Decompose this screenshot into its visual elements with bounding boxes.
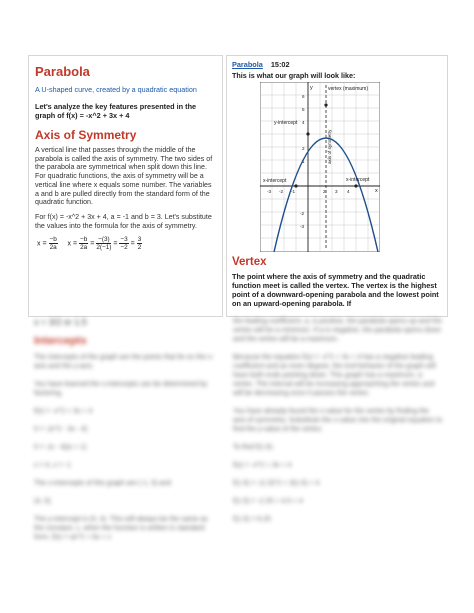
analyze-intro: Let's analyze the key features presented in the graph of f(x) = -x^2 + 3x + 4 <box>35 102 197 120</box>
parabola-definition: A U-shaped curve, created by a quadratic equation <box>35 85 197 94</box>
svg-text:5: 5 <box>302 107 305 112</box>
x-intercept-right-label: x-intercept <box>346 177 370 183</box>
blurred-left-line: 0 = -(x^2 - 3x - 4) <box>34 426 88 433</box>
y-intercept-point <box>306 132 309 135</box>
x-intercept-left-label: x-intercept <box>263 178 287 184</box>
vertex-label: vertex (maximum) <box>328 86 369 92</box>
parabola-video-link[interactable]: Parabola <box>232 60 263 69</box>
blurred-left-line: (4, 0). <box>34 498 53 505</box>
vertex-text: The point where the axis of symmetry and the quadratic function meet is called the vertex. The vertex is the highest point of a downward-opening parabola and the lowest point on an upward-opening parabola. If <box>232 272 439 308</box>
blurred-right-line: f(1.5) = 6.25 <box>233 516 271 523</box>
svg-text:-2: -2 <box>300 211 305 216</box>
svg-text:2: 2 <box>323 189 326 194</box>
video-link-row <box>232 60 442 69</box>
svg-text:2: 2 <box>302 146 305 151</box>
blurred-left-column <box>34 317 219 551</box>
blurred-right-line: f(1.5) = -(1.5)^2 + 3(1.5) + 4 <box>233 480 320 487</box>
blurred-right-line: f(1.5) = -2.25 + 4.5 + 4 <box>233 498 303 505</box>
vertex-heading: Vertex <box>232 256 267 268</box>
formula-fraction-1: $\frac{-b}{2a}$ <box>49 236 57 252</box>
svg-text:4: 4 <box>302 120 305 125</box>
svg-text:4: 4 <box>347 189 350 194</box>
axis-formula: x = $\frac{-b}{2a}$ x = $\frac{-b}{2a}$ = $\frac{-(3)}{2(-1)}$ = $\frac{-3}{-2}$ = $\frac{3}{2}$ <box>37 236 142 252</box>
parabola-graph <box>260 82 380 252</box>
axis-of-symmetry-heading: Axis of Symmetry <box>35 128 137 142</box>
blurred-right-line: f(x) = -x^2 + 3x + 4 <box>233 462 292 469</box>
svg-text:-2: -2 <box>279 189 284 194</box>
svg-text:-1: -1 <box>291 189 296 194</box>
blurred-left-line: The intercepts of the graph are the points that lie on the x-axis and the y-axis. <box>34 354 214 370</box>
blurred-preview-region <box>28 317 448 575</box>
blurred-left-line: x = 4, x = -1 <box>34 462 71 469</box>
blurred-formula-tail: x = 3/2 or 1.5 <box>34 317 87 327</box>
formula-lhs: x = <box>37 240 47 248</box>
x-intercept-left-point <box>294 184 297 187</box>
formula-mid: x = <box>67 240 78 248</box>
x-intercept-right-point <box>354 184 357 187</box>
x-axis-label: x <box>375 188 378 194</box>
left-column <box>28 55 223 317</box>
axis-of-symmetry-text: A vertical line that passes through the middle of the parabola is called the axis of symmetry. The two sides of the parabola are symmetrical when split down this line. For quadratic functions, the axis of symmetry will be a vertical line where x equals some number. The variables a and b are pulled directly from the standard form of the quadratic function. <box>35 146 213 207</box>
blurred-right-line: You have already found the x-value for the vertex by finding the axis of symmetry. Substitute the x-value into the original equation to find the y-value of the vertex. <box>233 408 443 433</box>
blurred-right-line: To find f(1.5): <box>233 444 274 451</box>
right-column <box>226 55 448 317</box>
blurred-left-line: 0 = -(x - 4)(x + 1) <box>34 444 87 451</box>
y-axis-label: y <box>310 85 313 91</box>
blurred-right-line: Because the equation f(x) = -x^2 + 3x + 4 has a negative leading coefficient and an even degree, the end behavior of the graph will have both ends pointing down. This graph has a maximum, a vertex. The interval will be increasing approaching the vertex and will be decreasing once it passes the vertex. <box>233 354 436 397</box>
blurred-left-line: The y-intercept is (0, 4). This will always be the same as the constant, c, when the function is written in standard form, f(x) = ax^2 + bx + c <box>34 516 208 541</box>
substitute-text: For f(x) = -x^2 + 3x + 4, a = -1 and b = 3. Let's substitute the values into the formula for the axis of symmetry. <box>35 212 212 230</box>
svg-text:3: 3 <box>335 189 338 194</box>
blurred-right-line: the leading coefficient, a, is positive, the parabola opens up and the vertex will be a minimum. If a is negative, the parabola opens down and the vertex will be a maximum. <box>233 318 442 343</box>
svg-text:6: 6 <box>302 94 305 99</box>
blurred-left-line: You have learned the x-intercepts can be determined by factoring. <box>34 381 208 397</box>
vertex-point <box>324 103 327 106</box>
blurred-left-line: f(x) = -x^2 + 3x + 4 <box>34 408 93 415</box>
video-duration: 15:02 <box>270 60 290 69</box>
y-intercept-label: y-intercept <box>274 120 298 126</box>
formula-fraction-4: $\frac{-3}{-2}$ <box>120 236 128 252</box>
svg-text:1: 1 <box>302 159 305 164</box>
intercepts-heading: Intercepts <box>34 335 87 347</box>
graph-caption: This is what our graph will look like: <box>232 71 356 80</box>
blurred-right-column <box>233 317 443 533</box>
parabola-heading: Parabola <box>35 64 90 79</box>
blurred-left-line: The x-intercepts of this graph are (-1, 0) and <box>34 480 171 487</box>
svg-text:-3: -3 <box>300 224 305 229</box>
svg-text:-3: -3 <box>267 189 272 194</box>
formula-fraction-5: $\frac{3}{2}$ <box>137 236 142 252</box>
axis-of-symmetry-label: axis of symmetry <box>327 129 332 164</box>
formula-fraction-3: $\frac{-(3)}{2(-1)}$ <box>96 236 112 252</box>
formula-fraction-2: $\frac{-b}{2a}$ <box>80 236 88 252</box>
document-page <box>28 55 448 575</box>
